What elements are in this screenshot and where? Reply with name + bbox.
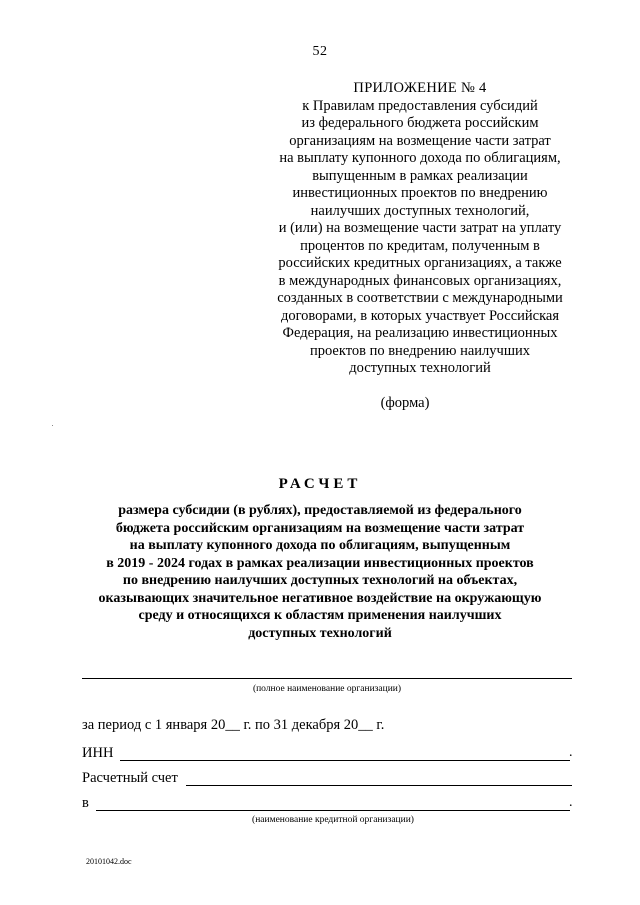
scan-speck: [52, 425, 53, 426]
appendix-line: российских кредитных организациях, а также: [278, 255, 562, 271]
appendix-line: в международных финансовых организациях,: [278, 272, 562, 289]
appendix-line: на выплату купонного дохода по облигациям,: [279, 150, 561, 166]
subtitle-line: размера субсидии (в рублях), предоставляемой из федерального: [118, 503, 522, 518]
form-note: (форма): [380, 395, 430, 411]
appendix-line: из федерального бюджета российским: [301, 115, 539, 131]
period-line: за период с 1 января 20__ г. по 31 декабря 20__ г.: [82, 717, 385, 733]
appendix-line: выпущенным в рамках реализации: [312, 167, 528, 184]
bank-end-dot: .: [569, 795, 573, 810]
inn-end-dot: .: [569, 745, 573, 760]
bank-caption: (наименование кредитной организации): [252, 815, 414, 825]
appendix-line: и (или) на возмещение части затрат на уплату: [278, 220, 562, 236]
subtitle-line: бюджета российским организациям на возмещение части затрат: [115, 520, 525, 536]
subtitle-line: оказывающих значительное негативное воздействие на окружающую: [98, 590, 542, 606]
appendix-line: наилучших доступных технологий,: [310, 202, 530, 219]
subtitle-line: среду и относящихся к областям применения наилучших: [138, 608, 502, 623]
org-name-caption: (полное наименование организации): [252, 684, 402, 694]
appendix-line: организациям на возмещение части затрат: [289, 132, 551, 149]
subtitle-line: доступных технологий: [248, 625, 392, 641]
appendix-line: созданных в соответствии с международными: [277, 290, 563, 306]
bank-prefix: в: [82, 795, 89, 811]
appendix-line: Федерация, на реализацию инвестиционных: [282, 325, 558, 341]
subtitle-line: на выплату купонного дохода по облигациям, выпущенным: [129, 538, 511, 553]
appendix-line: доступных технологий: [349, 360, 491, 376]
calc-title: РАСЧЕТ: [278, 476, 362, 492]
bank-field[interactable]: [96, 810, 570, 811]
appendix-line: к Правилам предоставления субсидий: [302, 97, 538, 114]
account-label: Расчетный счет: [82, 770, 178, 786]
appendix-header: [240, 80, 600, 378]
appendix-title: ПРИЛОЖЕНИЕ № 4: [353, 80, 487, 96]
inn-field[interactable]: [120, 760, 570, 761]
appendix-line: договорами, в которых участвует Российская: [280, 307, 560, 324]
subtitle-line: в 2019 - 2024 годах в рамках реализации инвестиционных проектов: [106, 555, 534, 571]
account-field[interactable]: [186, 785, 572, 786]
org-name-line[interactable]: [82, 678, 572, 679]
inn-label: ИНН: [82, 745, 114, 761]
file-reference: 20101042.doc: [86, 857, 132, 866]
appendix-line: проектов по внедрению наилучших: [309, 342, 531, 359]
page-number: 52: [312, 44, 328, 59]
appendix-line: процентов по кредитам, полученным в: [300, 237, 540, 254]
appendix-line: инвестиционных проектов по внедрению: [292, 185, 548, 201]
calc-subtitle: [70, 502, 570, 642]
subtitle-line: по внедрению наилучших доступных технологий на объектах,: [122, 573, 518, 588]
